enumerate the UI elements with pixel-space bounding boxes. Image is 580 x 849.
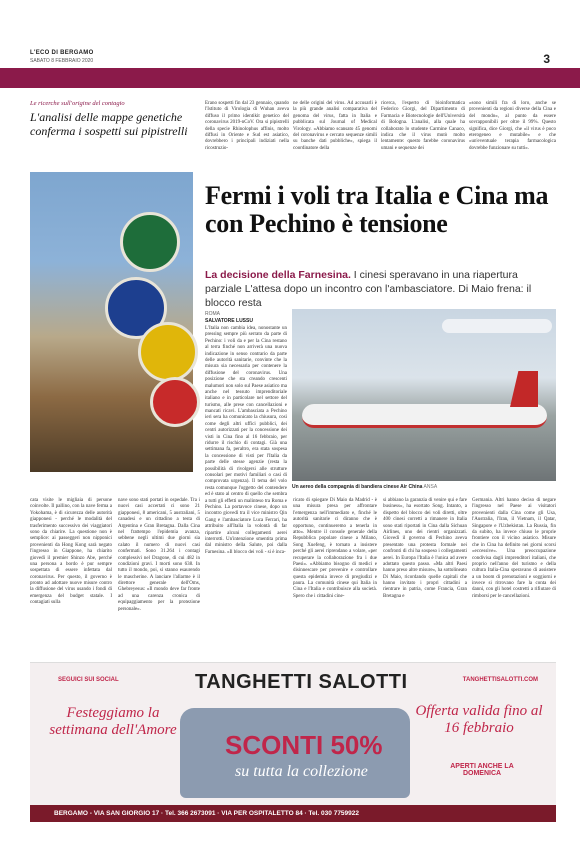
ad-website: TANGHETTISALOTTI.COM xyxy=(462,677,538,683)
ad-right-text: Offerta valida fino al 16 febbraio xyxy=(415,703,543,736)
header-band xyxy=(0,68,580,88)
lead-column: L'Italia non cambia idea, nonostante un pressing sempre più serrato da parte di Pechino: i voli da e per la Cina restano al terra finché non arriverà una nuova indicazione in senso contrario da parte delle autorità sanitarie, convinte che la misura sia necessaria per contenere la diffusione del coronavirus. Una posizione che sta creando crescenti malumori non solo sul Paese asiatico ma anche nel tessuto imprenditoriale italiano e in particolare nel settore del turismo, alle prese con cancellazioni e mancati ricavi. L'ambasciata a Pechino ieri sera ha comunicato la chiusura, così come degli altri uffici pubblici, dei centri autorizzati per la concessione dei visti in Cina fino al 16 febbraio, per ridurre il rischio di contagi. Già una settimana fa, peraltro, era stata sospesa la concessione di visti per l'Italia da parte delle stesse agenzie (resta la possibilità di rivolgersi alle strutture consolari per motivi familiari o casi di comprovata urgenza). Il tema del volo resta comunque l'oggetto del contendere ed è stato al centro di quello che sembra a tutti gli effetti un malinteso tra Roma e Pechino. La portavoce cinese, dopo un incontro giovedì tra il vice ministro Qin Gang e l'ambasciatore Luca Ferrari, ha attribuito all'Italia la volontà di far ripartire alcuni collegamenti aerei interrotti. Un'intenzione smentita prima dal ministro della Salute, poi dalla Farnesina. «Il blocco dei voli - si è inca- xyxy=(205,326,287,555)
body-column: Germania. Altri hanno deciso di negare l'ingresso nel Paese ai visitatori provenienti dalla Cina come gli Usa, l'Australia, l'Iran, il Vietnam, il Qatar, Singapore e l'Uzbekistan. La Russia, fin da subito, ha invece chiuso le proprie frontiere con il vicino asiatico. Misure che in Cina ha definito nei giorni scorsi «eccessive». Una preoccupazione condivisa dagli imprenditori italiani, che proprio nell'anno del turismo e della cultura Italia-Cina speravano di assistere a un boom di prenotazioni e soggiorni e invece si ritrovano fare la conta dei danni, con gli hotel costretti a rifiutare di rimborsi per le cancellazioni. xyxy=(472,498,556,599)
caption-text: Un aereo della compagnia di bandiera cinese Air China xyxy=(292,484,423,490)
body-column: cata visite le migliaia di persone coinvolte. Il pallino, con la nave ferma a Yokohama, è di sicurezza delle autorità giapponesi - perché le modalità del trasferimento successivo dei viaggiatori sono da chiarire. La questione non è semplice: ai passeggeri non nipponici provenienti da Hong Kong sarà negato l'ingresso in Giappone, ha chiarito giovedì il premier Shinzo Abe, perché una persona a bordo è pur sempre sospettata di essere infettata dal coronavirus. Per questo, il governo è pronto ad adottare nuove misure contro la diffusione del virus usando i fondi di emergenza del budget statale. I contagiati sulla xyxy=(30,498,112,606)
side-column: ne delle origini del virus. Ad accusarli è la più grande analisi comparativa del genoma del virus, fatta in Italia e pubblicata sul Journal of Medical Virology. «Abbiamo scansato 45 genomi del coronavirus e cercato sequenze simili su banche dati pubbliche», spiega il coordinatore della xyxy=(293,101,377,151)
page-number: 3 xyxy=(543,52,550,66)
ad-left-text: Festeggiamo la settimana dell'Amore xyxy=(49,705,177,738)
byline-place: ROMA xyxy=(205,311,220,317)
sign-green xyxy=(120,212,180,272)
main-subheadline xyxy=(205,268,555,311)
photo-caption xyxy=(292,484,556,490)
body-column: si abbiano la garanzia di venire qui e fare business», ha esortato Song. Intanto, a dispetto del blocco dei voli diretti, oltre 400 cinesi corretti a rimanere in Italia sono stati riportati in Cina dalla Sichuan Airlines, uno dei rientri organizzati. Giovedì il governo di Pechino aveva presentato una protesta formale nei confronti di chi ha sospeso i collegamenti aerei. In Europa l'Italia è l'unica ad avere adottato questo passo. «Ma altri Paesi hanno preso altre misure», ha sottolineato Di Maio, ricordando quelle capitali che hanno invitato i propri cittadini a rientrare in patria, come Francia, Gran Bretagna e xyxy=(383,498,467,599)
ad-social: SEGUICI SUI SOCIAL xyxy=(58,677,119,683)
newspaper-name: L'ECO DI BERGAMO xyxy=(30,50,94,56)
body-column: ricato di spiegare Di Maio da Madrid - è una misura presa per affrontare l'emergenza nell'immediato e, finché le autorità sanitarie ci diranno che è opportuno, continueremo a tenerla in atto». Mentre il console generale della Repubblica popolare cinese a Milano, Song Xuefeng, è tornato a insistere perché gli aerei riprendano a volare, «per recuperare la collaborazione fra i due Paesi». «Abbiamo bisogno di medici e disinnescare per prevenire e controllare questa epidemia invece di pregiudizi e paura. La comunità cinese qui Italia in Cina e l'Italia e contribuisce alla società. Spero che i cittadini cine- xyxy=(293,498,377,599)
side-deck: L'analisi delle mappe genetiche conferma i sospetti sui pipistrelli xyxy=(30,110,188,138)
ad-promo-sub: su tutta la collezione xyxy=(235,763,368,780)
plane-tail xyxy=(510,371,538,407)
ad-brand: TANGHETTI SALOTTI xyxy=(195,671,408,693)
side-kicker: Le ricerche sull'origine del contagio xyxy=(30,100,125,107)
plane-background xyxy=(442,319,552,333)
caption-credit: ANSA xyxy=(422,484,438,490)
sub-bold: La decisione della Farnesina. xyxy=(205,269,351,281)
ad-address-bar: BERGAMO - VIA SAN GIORGIO 17 · Tel. 366 2673091 · VIA PER OSPITALETTO 84 · Tel. 030 7759922 xyxy=(30,805,556,822)
ad-promo: SCONTI 50% xyxy=(225,730,383,760)
sub-text: I cinesi speravano in una riapertura parziale L'attesa dopo un incontro con l'ambasciatore. Di Maio frena: il blocco resta xyxy=(205,269,532,310)
advertisement xyxy=(30,662,556,822)
airplane-photo xyxy=(292,309,556,481)
plane-fuselage xyxy=(302,404,547,428)
signs-photo xyxy=(30,172,193,472)
side-column: ricerca, l'esperto di bioinformatica Federico Giorgi, del Dipartimento di Farmacia e Biotecnologie dell'Università di Bologna. L'analisi, alla quale ha collaborato lo studente Carmine Canaco, indica che il virus mutò molto lentamente: questo farebbe coronavirus umani e sequenze dei xyxy=(381,101,465,151)
issue-date: SABATO 8 FEBBRAIO 2020 xyxy=(30,58,94,64)
byline-author: SALVATORE LUSSU xyxy=(205,318,253,324)
main-headline: Fermi i voli tra Italia e Cina ma con Pechino è tensione xyxy=(205,181,549,239)
side-column: «sono simili fra di loro, anche se provenienti da regioni diverse della Cina e del mondo», al punto da essere sovrapponibili per oltre il 99%. Questo significa, dice Giorgi, che «il virus è poco eterogeneo e mutabile» e che «un'eventuale terapia farmacologica dovrebbe funzionare su tutti». xyxy=(469,101,556,151)
sign-yellow xyxy=(138,322,198,382)
sign-red xyxy=(150,377,200,427)
side-column: Erano sospetti fin dal 23 gennaio, quando l'Istituto di Virologia di Wuhan aveva diffuso il primo identikit genetico del coronavirus 2019-nCoV. Ora si pipistrelli della specie Rhinolophus affinis, molto diffusi in Oriente e Sud est asiatico, dovrebbero i principali indiziati nella ricostruzio- xyxy=(205,101,289,151)
ad-right-note: APERTI ANCHE LA DOMENICA xyxy=(450,763,514,777)
body-column: nave sono stati portati in ospedale. Tra i nuovi casi accertati ci sono 21 giapponesi, 8 americani, 5 australiani, 5 canadesi e un cittadino a testa di Argentina e Gran Bretagna. Dalla Cina nel frattempo l'epidemia avanza, sebbene negli ultimi due giorni sia calato il numero di nuovi casi confermati. Sono 31.264 i contagi complessivi nel Dragone, di cui 482 in condizioni gravi. I morti sono 638. In tutto il mondo, poi, si stanno esaurendo le mascherine. A lanciare l'allarme è il direttore generale dell'Oms, Ghebreyesus: «Il mondo deve far fronte ad una carenza cronica di equipaggiamento per la protezione personale». xyxy=(118,498,200,612)
